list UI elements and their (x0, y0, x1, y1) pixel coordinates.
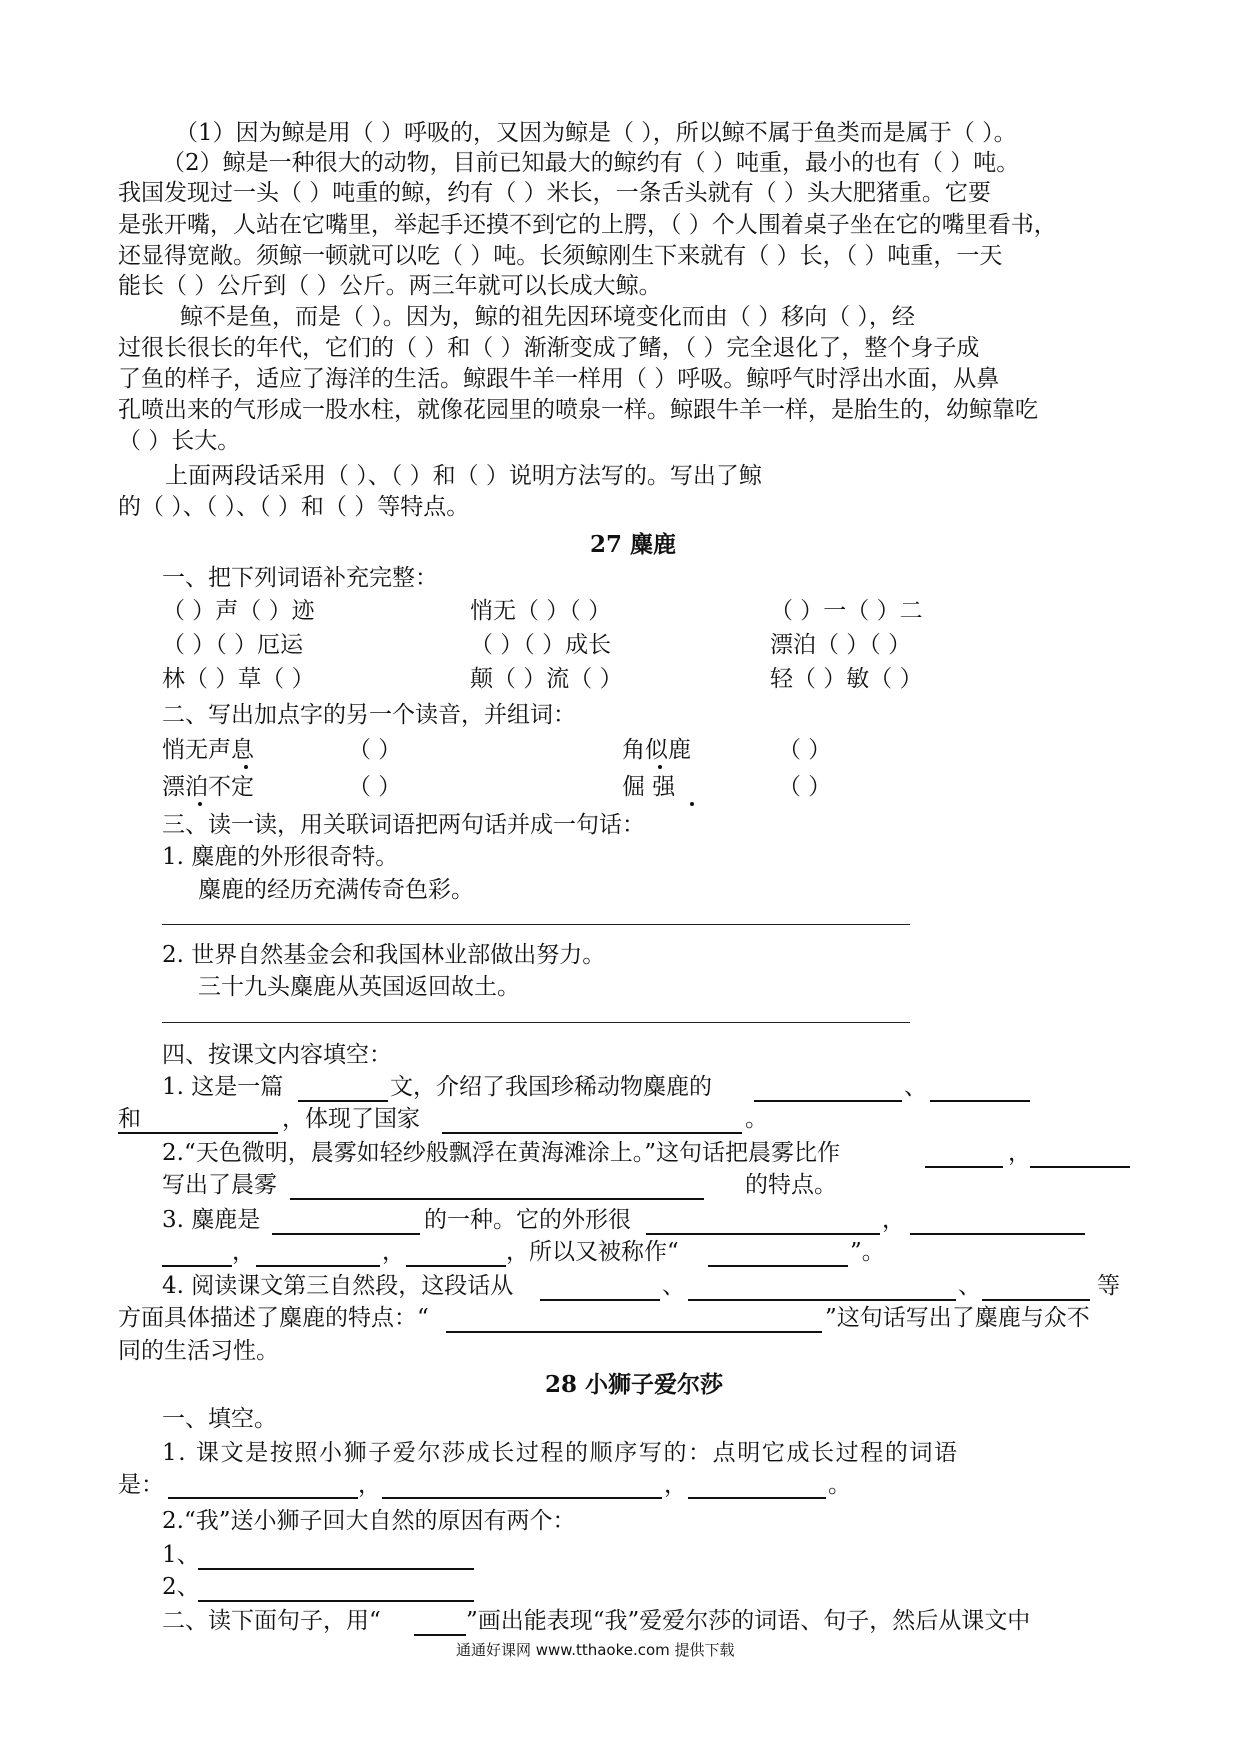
fill-blank (754, 1100, 902, 1102)
word-fill-item: 漂泊（ ）（ ） (770, 632, 912, 658)
whale-line-5: 还显得宽敞。须鲸一顿就可以吃（ ）吨。长须鲸刚生下来就有（ ）长，（ ）吨重，一天 (118, 243, 1003, 269)
word-fill-item: 悄无（ ）（ ） (470, 598, 612, 624)
fill-text: 写出了晨雾 (162, 1172, 277, 1198)
fill-blank (162, 1265, 232, 1267)
answer-paren: （ ） (348, 774, 402, 800)
fill-blank (925, 1166, 1003, 1168)
fill-text: 同的生活习性。 (118, 1338, 279, 1364)
fill-blank (910, 1233, 1085, 1235)
whale-line-8: 过很长很长的年代，它们的（ ）和（ ）渐渐变成了鳍，（ ）完全退化了，整个身子成 (118, 335, 980, 361)
whale-line-6: 能长（ ）公斤到（ ）公斤。两三年就可以长成大鲸。 (118, 273, 662, 299)
page-footer: 通通好课网 www.tthaoke.com 提供下载 (456, 1641, 735, 1659)
fill-blank (688, 1497, 826, 1499)
fill-text: 文，介绍了我国珍稀动物麋鹿的 (390, 1074, 712, 1100)
whale-line-4: 是张开嘴，人站在它嘴里，举起手还摸不到它的上腭，（ ）个人围着桌子坐在它的嘴里看书， (118, 212, 1057, 238)
fill-text: 4. 阅读课文第三自然段，这段话从 (162, 1273, 514, 1299)
fill-blank (118, 1132, 278, 1134)
fill-blank (540, 1299, 660, 1301)
fill-text: ， (664, 1472, 687, 1498)
fill-blank (290, 1198, 704, 1200)
sentence-1a: 1. 麋鹿的外形很奇特。 (162, 844, 399, 870)
sec27-question-2: 二、写出加点字的另一个读音，并组词： (162, 702, 576, 728)
fill-text: 的一种。它的外形很 (424, 1207, 631, 1233)
whale-line-9: 了鱼的样子，适应了海洋的生活。鲸跟牛羊一样用（ ）呼吸。鲸呼气时浮出水面，从鼻 (118, 366, 1000, 392)
fill-text: ， (382, 1239, 405, 1265)
fill-text: 1. 课文是按照小狮子爱尔莎成长过程的顺序写的：点明它成长过程的词语 (162, 1440, 959, 1466)
fill-text: 3. 麋鹿是 (162, 1207, 261, 1233)
sec27-question-3: 三、读一读，用关联词语把两句话并成一句话： (162, 812, 645, 838)
answer-paren: （ ） (778, 774, 832, 800)
fill-blank (930, 1100, 1030, 1102)
fill-text: ， (232, 1239, 255, 1265)
answer-line (162, 924, 910, 925)
fill-text: 二、读下面句子，用“ (162, 1608, 381, 1634)
fill-blank (1030, 1166, 1130, 1168)
fill-blank (442, 1132, 742, 1134)
whale-line-3: 我国发现过一头（ ）吨重的鲸，约有（ ）米长，一条舌头就有（ ）头大肥猪重。它要 (118, 180, 991, 206)
fill-text: 2.“天色微明，晨雾如轻纱般飘浮在黄海滩涂上。”这句话把晨雾比作 (162, 1140, 840, 1166)
sec27-question-4: 四、按课文内容填空： (162, 1042, 392, 1068)
whale-line-10: 孔喷出来的气形成一股水柱，就像花园里的喷泉一样。鲸跟牛羊一样，是胎生的，幼鲸靠吃 (118, 397, 1038, 423)
emphasis-dot (658, 765, 662, 769)
fill-blank (298, 1100, 388, 1102)
fill-blank (406, 1265, 506, 1267)
fill-text: 和 (118, 1106, 141, 1132)
section-27-title: 27 麋鹿 (590, 531, 677, 558)
whale-line-2: （2）鲸是一种很大的动物，目前已知最大的鲸约有（ ）吨重，最小的也有（ ）吨。 (162, 150, 1020, 176)
emphasis-dot (198, 802, 202, 806)
fill-text: 1、 (162, 1542, 200, 1568)
sec28-question-1: 一、填空。 (162, 1406, 277, 1432)
fill-blank (708, 1265, 848, 1267)
fill-text: 方面具体描述了麋鹿的特点：“ (118, 1305, 429, 1331)
emphasis-dot (690, 802, 694, 806)
pinyin-word: 倔 强 (622, 774, 676, 800)
whale-line-1: （1）因为鲸是用（ ）呼吸的，又因为鲸是（ ），所以鲸不属于鱼类而是属于（ ）。 (175, 120, 1017, 146)
pinyin-word: 角似鹿 (622, 737, 691, 763)
fill-blank (272, 1233, 420, 1235)
fill-blank (688, 1299, 956, 1301)
fill-text: 。 (828, 1472, 851, 1498)
word-fill-item: （ ）一（ ）二 (770, 598, 923, 624)
fill-text: 等 (1097, 1273, 1120, 1299)
answer-paren: （ ） (778, 737, 832, 763)
fill-blank (256, 1265, 380, 1267)
fill-text: 。 (745, 1106, 768, 1132)
fill-blank (198, 1568, 474, 1570)
fill-text: ”。 (850, 1239, 885, 1265)
fill-blank (414, 1634, 466, 1636)
sec27-question-1: 一、把下列词语补充完整： (162, 565, 438, 591)
sentence-1b: 麋鹿的经历充满传奇色彩。 (198, 877, 474, 903)
fill-text: 1. 这是一篇 (162, 1074, 284, 1100)
fill-text: ，体现了国家 (282, 1106, 420, 1132)
fill-blank (982, 1299, 1090, 1301)
fill-text: 、 (662, 1273, 685, 1299)
word-fill-item: （ ）（ ）成长 (470, 632, 612, 658)
emphasis-dot (244, 765, 248, 769)
answer-line (162, 1022, 910, 1023)
word-fill-item: （ ）声（ ）迹 (162, 598, 315, 624)
word-fill-item: 轻（ ）敏（ ） (770, 666, 923, 692)
fill-text: 2、 (162, 1574, 200, 1600)
sentence-2a: 2. 世界自然基金会和我国林业部做出努力。 (162, 942, 606, 968)
word-fill-item: 颠（ ）流（ ） (470, 666, 623, 692)
fill-text: 2.“我”送小狮子回大自然的原因有两个： (162, 1508, 576, 1534)
sentence-2b: 三十九头麋鹿从英国返回故土。 (198, 974, 520, 1000)
fill-text: 、 (904, 1074, 927, 1100)
fill-blank (198, 1600, 474, 1602)
whale-line-12: 上面两段话采用（ ）、（ ）和（ ）说明方法写的。写出了鲸 (165, 463, 762, 489)
word-fill-item: （ ）（ ）厄运 (162, 632, 304, 658)
fill-text: ”画出能表现“我”爱爱尔莎的词语、句子，然后从课文中 (466, 1608, 1031, 1634)
fill-text: ， (882, 1207, 905, 1233)
fill-text: ”这句话写出了麋鹿与众不 (825, 1305, 1090, 1331)
fill-text: 、 (958, 1273, 981, 1299)
word-fill-item: 林（ ）草（ ） (162, 666, 315, 692)
whale-line-7: 鲸不是鱼，而是（ ）。因为，鲸的祖先因环境变化而由（ ）移向（ ），经 (180, 304, 915, 330)
section-28-title: 28 小狮子爱尔莎 (545, 1371, 724, 1398)
fill-blank (646, 1233, 880, 1235)
fill-text: ， (1008, 1140, 1031, 1166)
fill-blank (168, 1497, 358, 1499)
fill-text: ，所以又被称作“ (506, 1239, 679, 1265)
answer-paren: （ ） (348, 737, 402, 763)
whale-line-11: （ ）长大。 (118, 428, 241, 454)
pinyin-word: 漂泊不定 (162, 774, 254, 800)
fill-blank (446, 1331, 822, 1333)
fill-text: ， (358, 1472, 381, 1498)
whale-line-13: 的（ ）、（ ）、（ ）和（ ）等特点。 (118, 494, 470, 520)
fill-text: 是： (118, 1472, 164, 1498)
pinyin-word: 悄无声息 (162, 737, 254, 763)
fill-text: 的特点。 (745, 1172, 837, 1198)
fill-blank (382, 1497, 662, 1499)
